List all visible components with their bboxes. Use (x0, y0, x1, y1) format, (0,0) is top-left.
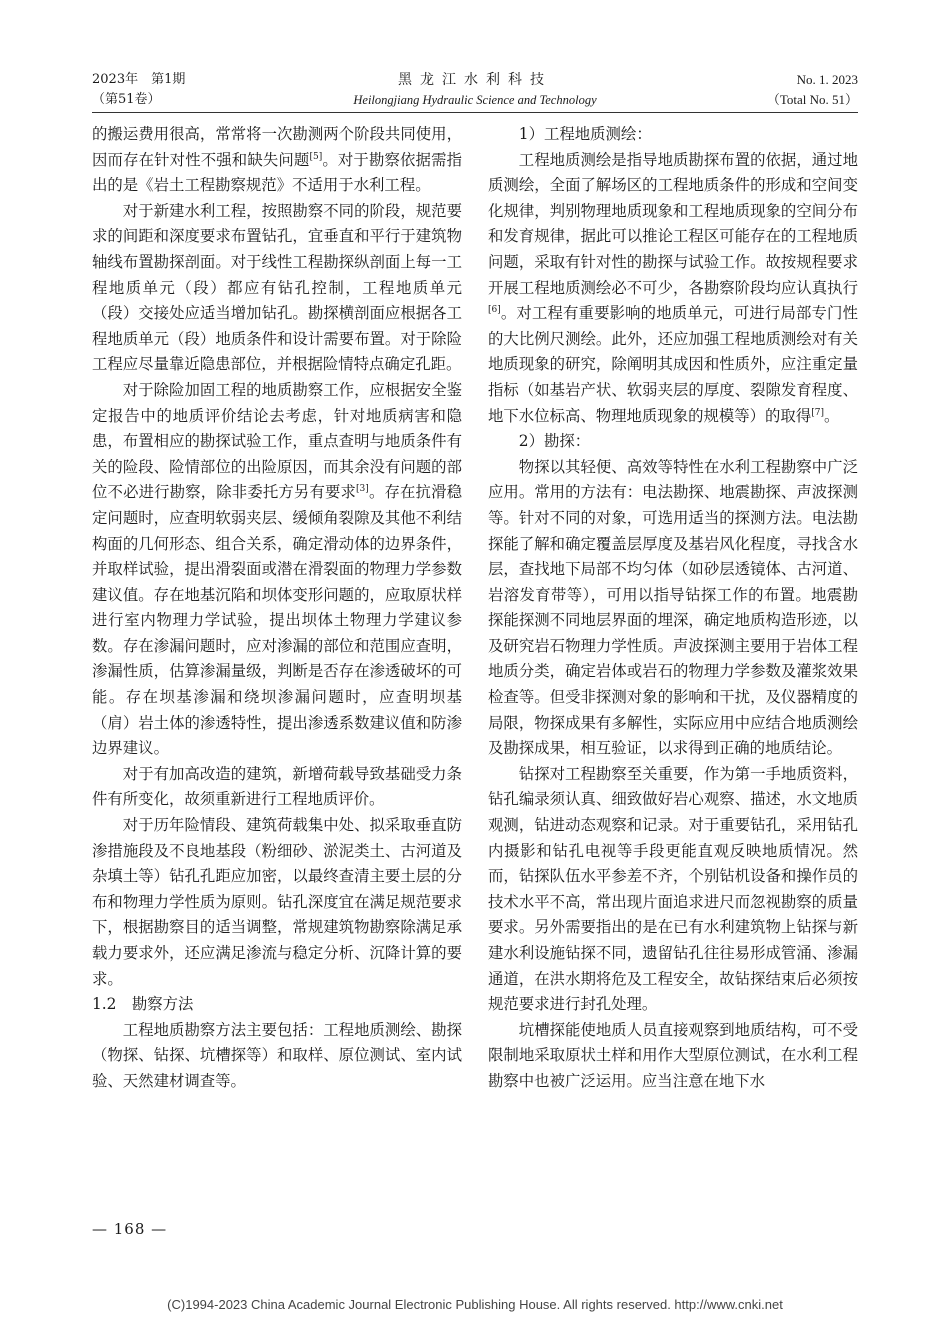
paragraph: 工程地质测绘是指导地质勘探布置的依据，通过地质测绘，全面了解场区的工程地质条件的形成和空间变化规律，判别物理地质现象和工程地质现象的空间分布和发育规律，据此可以推论工程区可能存在的工程地质问题，采取有针对性的勘探与试验工作。故按规程要求开展工程地质测绘必不可少，各勘察阶段均应认真执行[6]。对工程有重要影响的地质单元，可进行局部专门性的大比例尺测绘。此外，还应加强工程地质测绘对有关地质现象的研究，除阐明其成因和性质外，应注重定量指标（如基岩产状、软弱夹层的厚度、裂隙发育程度、地下水位标高、物理地质现象的规模等）的取得[7]。 (488, 150, 858, 425)
paragraph: 钻探对工程勘察至关重要，作为第一手地质资料，钻孔编录须认真、细致做好岩心观察、描述，水文地质观测，钻进动态观察和记录。对于重要钻孔，采用钻孔内摄影和钻孔电视等手段更能直观反映地质情况。然而，钻探队伍水平参差不齐，个别钻机设备和操作员的技术水平不高，常出现片面追求进尺而忽视勘察的质量要求。另外需要指出的是在已有水利建筑物上钻探与新建水利设施钻探不同，遗留钻孔往往易形成管涌、渗漏通道，在洪水期将危及工程安全，故钻探结束后必须按规范要求进行封孔处理。 (488, 764, 858, 1014)
journal-title (92, 70, 858, 110)
running-header (92, 66, 858, 113)
paragraph: 物探以其轻便、高效等特性在水利工程勘察中广泛应用。常用的方法有：电法勘探、地震勘探、声波探测等。针对不同的对象，可选用适当的探测方法。电法勘探能了解和确定覆盖层厚度及基岩风化程度，寻找含水层，查找地下局部不均匀体（如砂层透镜体、古河道、岩溶发育带等），可用以指导钻探工作的布置。地震勘探能探测不同地层界面的埋深，确定地质构造形迹，以及研究岩石物理力学性质。声波探测主要用于岩体工程地质分类，确定岩体或岩石的物理力学参数及灌浆效果检查等。但受非探测对象的影响和干扰，及仪器精度的局限，物探成果有多解性，实际应用中应结合地质测绘及勘探成果，相互验证，以求得到正确的地质结论。 (488, 457, 858, 758)
paragraph: 对于除险加固工程的地质勘察工作，应根据安全鉴定报告中的地质评价结论去考虑，针对地质病害和隐患，布置相应的勘探试验工作，重点查明与地质条件有关的险段、险情部位的出险原因，而其余没有问题的部位不必进行勘察，除非委托方另有要求[3]。存在抗滑稳定问题时，应查明软弱夹层、缓倾角裂隙及其他不利结构面的几何形态、组合关系，确定滑动体的边界条件，并取样试验，提出滑裂面或潜在滑裂面的物理力学参数建议值。存在地基沉陷和坝体变形问题的，应取原状样进行室内物理力学试验，提出坝体土物理力学建议参数。存在渗漏问题时，应对渗漏的部位和范围应查明，渗漏性质，估算渗漏量级，判断是否存在渗透破坏的可能。存在坝基渗漏和绕坝渗漏问题时，应查明坝基（肩）岩土体的渗透特性，提出渗透系数建议值和防渗边界建议。 (92, 380, 462, 758)
journal-title-en: Heilongjiang Hydraulic Science and Technology (353, 93, 597, 107)
left-column (92, 122, 462, 1095)
journal-title-cn: 黑龙江水利科技 (398, 72, 552, 88)
copyright-footer: (C)1994-2023 China Academic Journal Electronic Publishing House. All rights reserved. http://www.cnki.net (167, 1297, 783, 1312)
total-no: （Total No. 51） (766, 92, 858, 107)
issue-no: No. 1. 2023 (796, 72, 858, 87)
issue-number (767, 70, 858, 110)
section-heading: 1.2 勘察方法 (92, 995, 194, 1014)
volume: （第51卷） (92, 92, 161, 107)
paragraph: 工程地质勘察方法主要包括：工程地质测绘、勘探（物探、钻探、坑槽探等）和取样、原位测试、室内试验、天然建材调查等。 (92, 1020, 462, 1090)
paragraph: 对于新建水利工程，按照勘察不同的阶段，规范要求的间距和深度要求布置钻孔，宜垂直和平行于建筑物轴线布置勘探剖面。对于线性工程勘探纵剖面上每一工程地质单元（段）都应有钻孔控制，工程地质单元（段）交接处应适当增加钻孔。勘探横剖面应根据各工程地质单元（段）地质条件和设计需要布置。对于除险工程应尽量靠近隐患部位，并根据险情特点确定孔距。 (92, 201, 462, 374)
citation[interactable]: [6] (488, 305, 501, 316)
subsection-heading: 2）勘探： (518, 432, 591, 451)
citation[interactable]: [3] (356, 484, 369, 495)
citation[interactable]: [5] (309, 151, 323, 162)
paragraph: 坑槽探能使地质人员直接观察到地质结构，可不受限制地采取原状土样和用作大型原位测试，在水利工程勘察中也被广泛运用。应当注意在地下水 (488, 1020, 858, 1090)
subsection-heading: 1）工程地质测绘： (518, 125, 652, 143)
issue-year: 2023年 第1期 (92, 72, 186, 87)
paragraph: 对于历年险情段、建筑荷载集中处、拟采取垂直防渗措施段及不良地基段（粉细砂、淤泥类土、古河道及杂填土等）钻孔孔距应加密，以最终查清主要土层的分布和物理力学性质为原则。钻孔深度宜在满足规范要求下，根据勘察目的适当调整，常规建筑物勘察除满足承载力要求外，还应满足渗流与稳定分析、沉降计算的要求。 (92, 816, 462, 988)
right-column (488, 122, 858, 1095)
paragraph: 的搬运费用很高，常常将一次勘测两个阶段共同使用，因而存在针对性不强和缺失问题[5]。对于勘察依据需指出的是《岩土工程勘察规范》不适用于水利工程。 (92, 125, 462, 195)
citation[interactable]: [7] (811, 407, 824, 418)
page-number: — 168 — (92, 1220, 168, 1238)
paragraph: 对于有加高改造的建筑，新增荷载导致基础受力条件有所变化，故须重新进行工程地质评价。 (92, 764, 462, 809)
